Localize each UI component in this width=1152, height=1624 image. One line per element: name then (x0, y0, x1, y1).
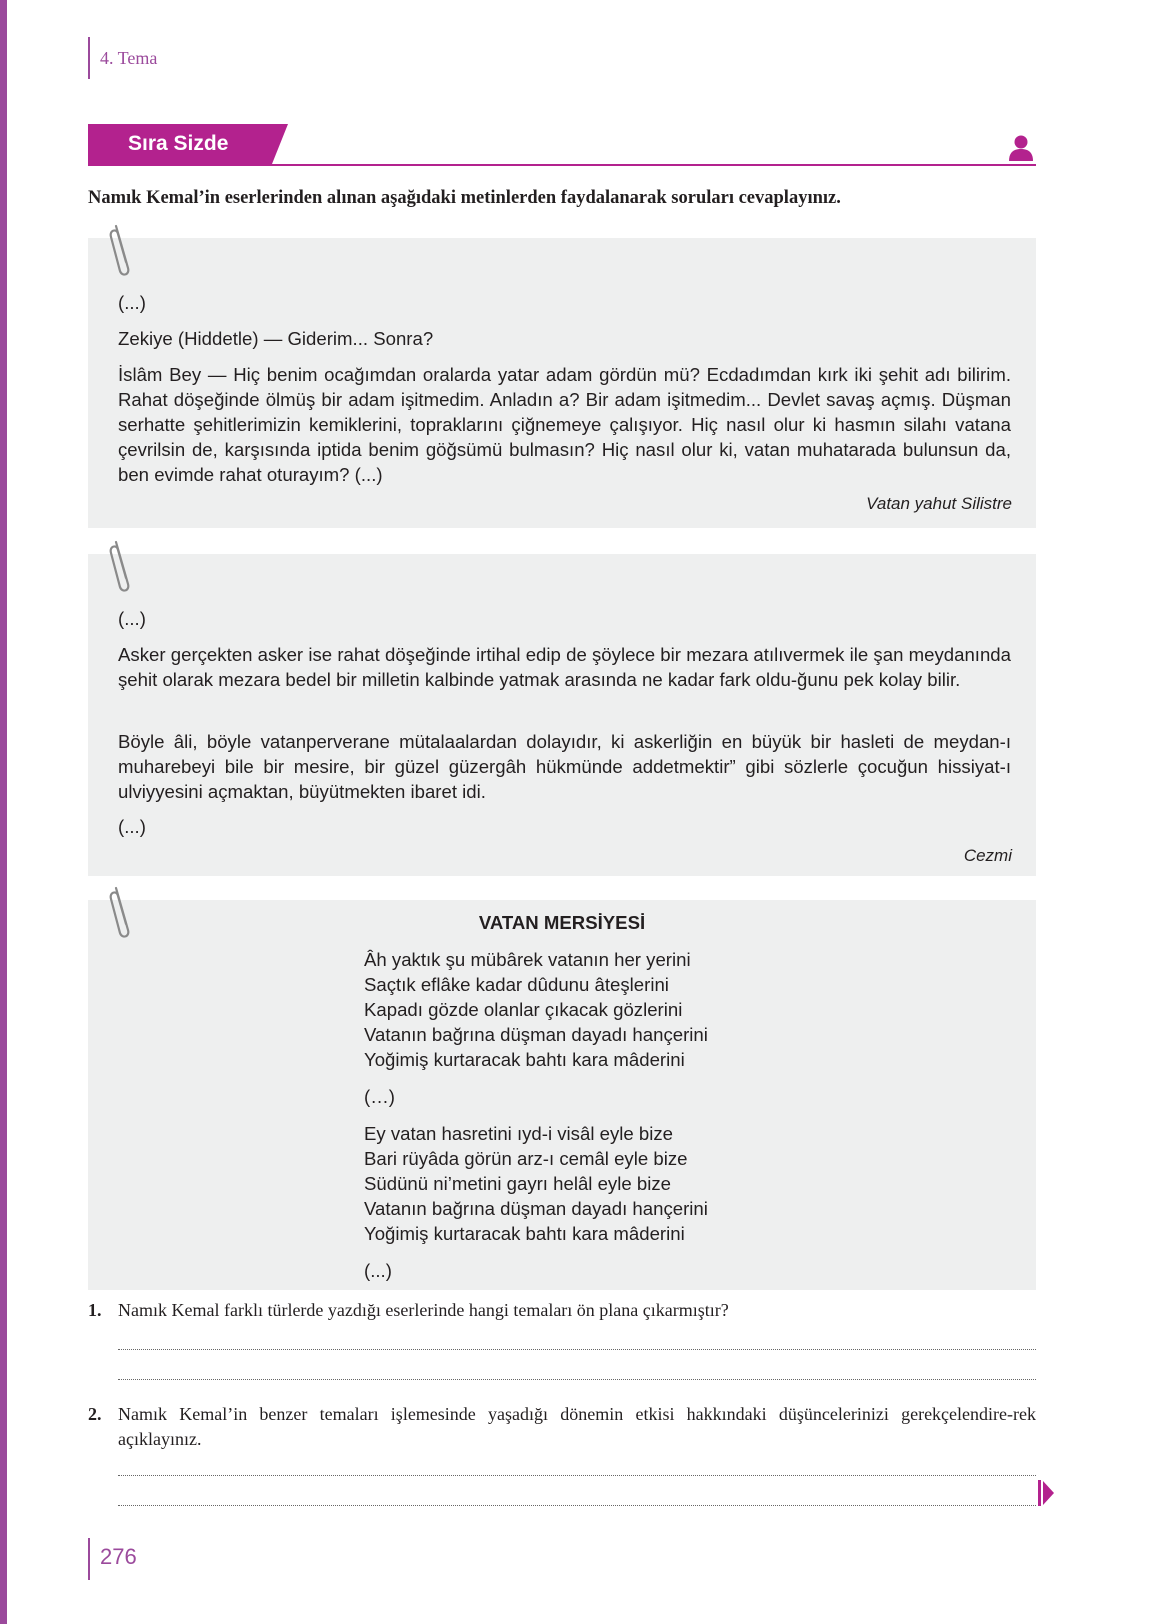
poem-line: Âh yaktık şu mübârek vatanın her yerini (364, 949, 691, 970)
question-number: 2. (88, 1404, 102, 1424)
poem-ellipsis-end: (...) (364, 1260, 392, 1281)
answer-line[interactable] (118, 1475, 1036, 1476)
poem-stanza-2 (364, 1121, 708, 1246)
page-number: 276 (100, 1544, 137, 1569)
poem-line: Saçtık eflâke kadar dûdunu âteşlerini (364, 974, 669, 995)
box2-paragraph-1: Asker gerçekten asker ise rahat döşeğinde irtihal edip de şöylece bir mezara atılıvermek ile şan meydanında şehit olarak mezara bedel bir milletin kalbinde yatmak arasında ne kadar fark oldu-ğunu pek kolay bilir. (118, 644, 1011, 690)
box1-source: Vatan yahut Silistre (866, 494, 1012, 513)
poem-line: Kapadı gözde olanlar çıkacak gözlerini (364, 999, 683, 1020)
header-rule (88, 37, 90, 79)
box2-source: Cezmi (963, 846, 1012, 865)
chapter-header: 4. Tema (100, 48, 158, 68)
answer-line[interactable] (118, 1349, 1036, 1350)
poem-ellipsis-mid: (…) (364, 1086, 395, 1107)
poem-stanza-1 (364, 947, 708, 1072)
box1-ellipsis-start: (...) (118, 292, 146, 313)
poem-line: Bari rüyâda görün arz-ı cemâl eyle bize (364, 1148, 688, 1169)
box1-dialogue-line: Zekiye (Hiddetle) — Giderim... Sonra? (118, 328, 434, 349)
instruction-text: Namık Kemal’in eserlerinden alınan aşağıdaki metinlerden faydalanarak soruları cevaplayınız. (88, 188, 841, 208)
poem-line: Yoğimiş kurtaracak bahtı kara mâderini (364, 1223, 685, 1244)
question-text: Namık Kemal farklı türlerde yazdığı eserlerinde hangi temaları ön plana çıkarmıştır? (118, 1300, 729, 1320)
poem-title: VATAN MERSİYESİ (478, 912, 646, 933)
poem-line: Vatanın bağrına düşman dayadı hançerini (364, 1024, 708, 1045)
poem-line: Yoğimiş kurtaracak bahtı kara mâderini (364, 1049, 685, 1070)
person-icon (1008, 134, 1034, 162)
poem-line: Ey vatan hasretini ıyd-i visâl eyle bize (364, 1123, 674, 1144)
box2-paragraph-2: Böyle âli, böyle vatanperverane mütalaalardan dolayıdır, ki askerliğin en büyük bir hasleti de meydan-ı muharebeyi bile bir mesire, bir güzel güzergâh hükmünde addetmektir” gibi sözlerle çocuğun hissiyat-ı ulviyyesini açmaktan, büyütmekten ibaret idi. (118, 731, 1011, 802)
box2-ellipsis-start: (...) (118, 608, 146, 629)
section-underline (88, 164, 1036, 166)
section-label: Sıra Sizde (128, 132, 229, 155)
poem-line: Vatanın bağrına düşman dayadı hançerini (364, 1198, 708, 1219)
left-edge-bar (0, 0, 7, 1624)
paperclip-icon (108, 222, 134, 278)
answer-line[interactable] (118, 1379, 1036, 1380)
footer-rule (88, 1538, 90, 1580)
box1-paragraph: İslâm Bey — Hiç benim ocağımdan oralarda yatar adam gördün mü? Ecdadımdan kırk iki şehit adı bilirim. Rahat döşeğinde ölmüş bir adam işitmedim. Anladın a? Bir adam işitmedim... Devlet savaş açmış. Düşman serhatte şehitlerimizin kemiklerini, topraklarını çiğnemeye çalışıyor. Hiç nasıl olur ki hasmın silahı vatana çevrilsin de, karşısında iptida benim göğsümü bulmasın? Hiç nasıl olur ki, vatan muhatarada bulunsun da, ben evimde rahat oturayım? (...) (118, 364, 1011, 485)
question-number: 1. (88, 1300, 102, 1320)
next-page-arrow-icon (1038, 1480, 1054, 1506)
paperclip-icon (108, 538, 134, 594)
question-text: Namık Kemal’in benzer temaları işlemesinde yaşadığı dönemin etkisi hakkındaki düşüncelerinizi gerekçelendire-rek açıklayınız. (118, 1404, 1036, 1449)
poem-line: Südünü ni’metini gayrı helâl eyle bize (364, 1173, 671, 1194)
answer-line[interactable] (118, 1505, 1036, 1506)
box2-ellipsis-end: (...) (118, 816, 146, 837)
